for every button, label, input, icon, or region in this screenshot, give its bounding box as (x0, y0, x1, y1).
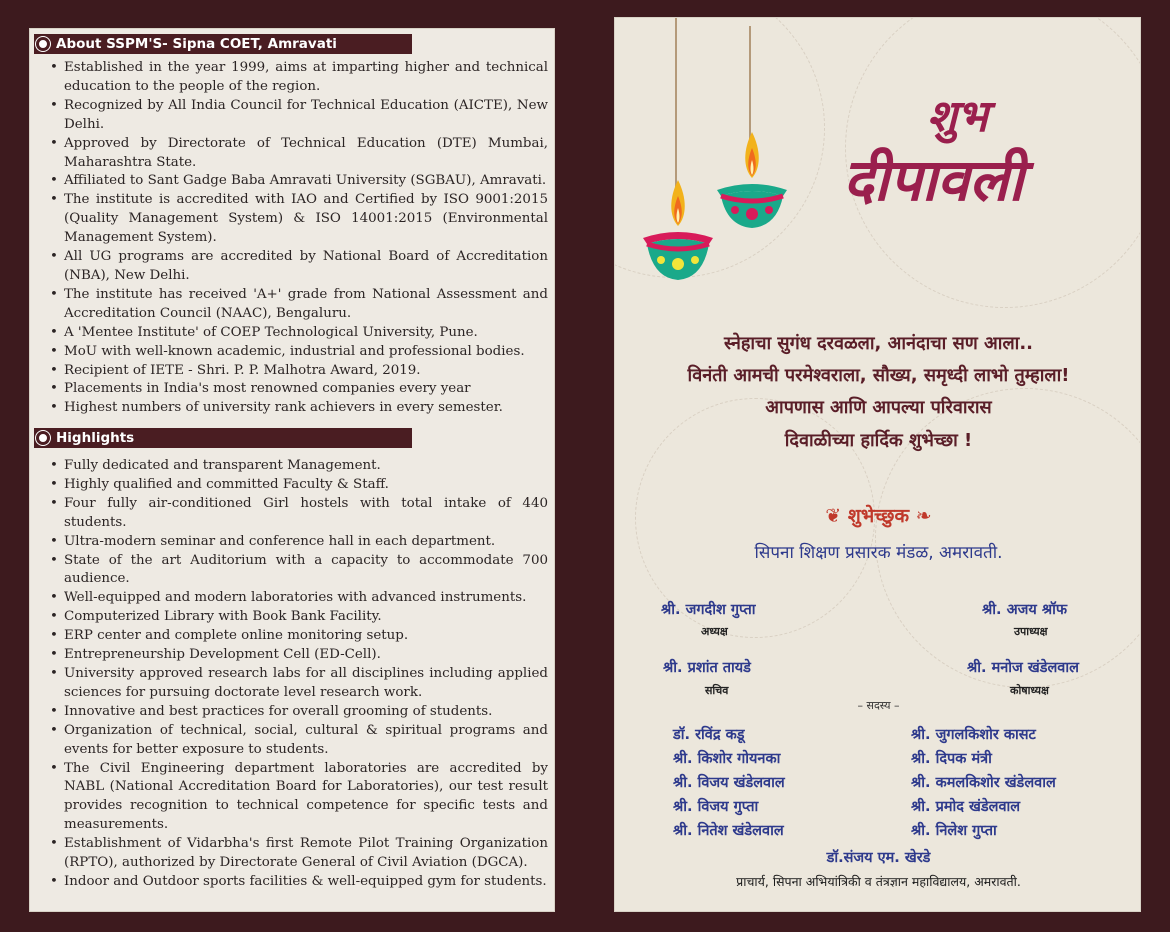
about-item: • Established in the year 1999, aims at imparting higher and technical education to the people of the region. (48, 59, 548, 97)
highlight-item: • Entrepreneurship Development Cell (ED-Cell). (48, 646, 548, 665)
highlight-item: • The Civil Engineering department laboratories are accredited by NABL (National Accreditation Board for Laboratories), our test result provides recognition to technical competence for specific tests and measurements. (48, 760, 548, 836)
officer-role: सचिव (705, 684, 729, 697)
highlight-item: • Four fully air-conditioned Girl hostels with total intake of 440 students. (48, 495, 548, 533)
highlight-item: • ERP center and complete online monitoring setup. (48, 627, 548, 646)
officer-name: श्री. अजय श्रॉफ (982, 602, 1068, 618)
greeting-line-2: विनंती आमची परमेश्वराला, सौख्य, समृध्दी लाभो तुम्हाला! (687, 365, 1070, 386)
about-item: • Placements in India's most renowned companies every year (48, 380, 548, 399)
greeting-line-1: स्नेहाचा सुगंध दरवळला, आनंदाचा सण आला.. (723, 333, 1033, 354)
bullet-circle-icon (36, 431, 50, 445)
about-item: • Recognized by All India Council for Technical Education (AICTE), New Delhi. (48, 97, 548, 135)
about-item: • The institute is accredited with IAO and Certified by ISO 9001:2015 (Quality Management System) & ISO 14001:2015 (Environmental Management System). (48, 191, 548, 248)
highlight-item: • Indoor and Outdoor sports facilities & well-equipped gym for students. (48, 873, 548, 892)
member-name: श्री. प्रमोद खंडेलवाल (911, 799, 1021, 815)
principal-designation: प्राचार्य, सिपना अभियांत्रिकी व तंत्रज्ञान महाविद्यालय, अमरावती. (736, 874, 1021, 889)
principal-name: डॉ.संजय एम. खेरडे (826, 850, 931, 866)
about-item: • Highest numbers of university rank achievers in every semester. (48, 399, 548, 418)
about-item: • Affiliated to Sant Gadge Baba Amravati University (SGBAU), Amravati. (48, 172, 548, 191)
member-name: श्री. दिपक मंत्री (911, 751, 992, 767)
about-item: • A 'Mentee Institute' of COEP Technological University, Pune. (48, 324, 548, 343)
about-item: • The institute has received 'A+' grade from National Assessment and Accreditation Council (NAAC), Bengaluru. (48, 286, 548, 324)
wisher-heading: ❦ शुभेच्छुक ❧ (825, 505, 932, 527)
member-name: श्री. नितेश खंडेलवाल (673, 823, 784, 839)
about-item: • Recipient of IETE - Shri. P. P. Malhotra Award, 2019. (48, 362, 548, 381)
about-list (48, 59, 548, 418)
title-shubh: शुभ (927, 91, 988, 142)
diya-lamp-icon (707, 120, 797, 240)
highlight-item: • University approved research labs for all disciplines including applied sciences for pursuing doctorate level research work. (48, 665, 548, 703)
member-name: श्री. विजय खंडेलवाल (673, 775, 785, 791)
member-name: श्री. विजय गुप्ता (673, 799, 759, 815)
ornament-icon: ❦ (825, 505, 848, 527)
highlights-list (48, 457, 548, 892)
officer-role: अध्यक्ष (701, 625, 728, 638)
about-item: • MoU with well-known academic, industrial and professional bodies. (48, 343, 548, 362)
highlight-item: • Ultra-modern seminar and conference hall in each department. (48, 533, 548, 552)
society-name: सिपना शिक्षण प्रसारक मंडळ, अमरावती. (754, 543, 1003, 563)
highlight-item: • Innovative and best practices for overall grooming of students. (48, 703, 548, 722)
officer-role: उपाध्यक्ष (1014, 625, 1048, 638)
title-deepavali: दीपावली (843, 146, 1024, 214)
highlight-item: • Organization of technical, social, cultural & spiritual programs and events for better exposure to students. (48, 722, 548, 760)
about-heading: About SSPM'S- Sipna COET, Amravati (34, 34, 412, 54)
member-name: श्री. निलेश गुप्ता (911, 823, 997, 839)
member-name: श्री. किशोर गोयनका (673, 751, 781, 767)
greeting-line-4: दिवाळीच्या हार्दिक शुभेच्छा ! (784, 430, 973, 451)
member-name: डॉ. रविंद्र कडू (673, 727, 745, 743)
officer-name: श्री. प्रशांत तायडे (663, 660, 751, 676)
highlight-item: • Highly qualified and committed Faculty & Staff. (48, 476, 548, 495)
greeting-panel (614, 17, 1141, 912)
highlight-item: • State of the art Auditorium with a capacity to accommodate 700 audience. (48, 552, 548, 590)
info-panel (29, 28, 555, 912)
member-name: श्री. जुगलकिशोर कासट (911, 727, 1036, 743)
highlight-item: • Fully dedicated and transparent Management. (48, 457, 548, 476)
members-label: – सदस्य – (857, 699, 900, 712)
ornament-icon: ❧ (909, 505, 932, 527)
officer-name: श्री. जगदीश गुप्ता (661, 602, 756, 618)
bullet-circle-icon (36, 37, 50, 51)
highlight-item: • Establishment of Vidarbha's first Remote Pilot Training Organization (RPTO), authorized by Directorate General of Civil Aviation (DGCA). (48, 835, 548, 873)
about-item: • All UG programs are accredited by National Board of Accreditation (NBA), New Delhi. (48, 248, 548, 286)
officer-role: कोषाध्यक्ष (1010, 684, 1049, 697)
greeting-line-3: आपणास आणि आपल्या परिवारास (765, 397, 992, 418)
highlights-heading: Highlights (34, 428, 412, 448)
about-item: • Approved by Directorate of Technical Education (DTE) Mumbai, Maharashtra State. (48, 135, 548, 173)
officer-name: श्री. मनोज खंडेलवाल (967, 660, 1079, 676)
highlight-item: • Well-equipped and modern laboratories with advanced instruments. (48, 589, 548, 608)
highlight-item: • Computerized Library with Book Bank Facility. (48, 608, 548, 627)
member-name: श्री. कमलकिशोर खंडेलवाल (911, 775, 1056, 791)
